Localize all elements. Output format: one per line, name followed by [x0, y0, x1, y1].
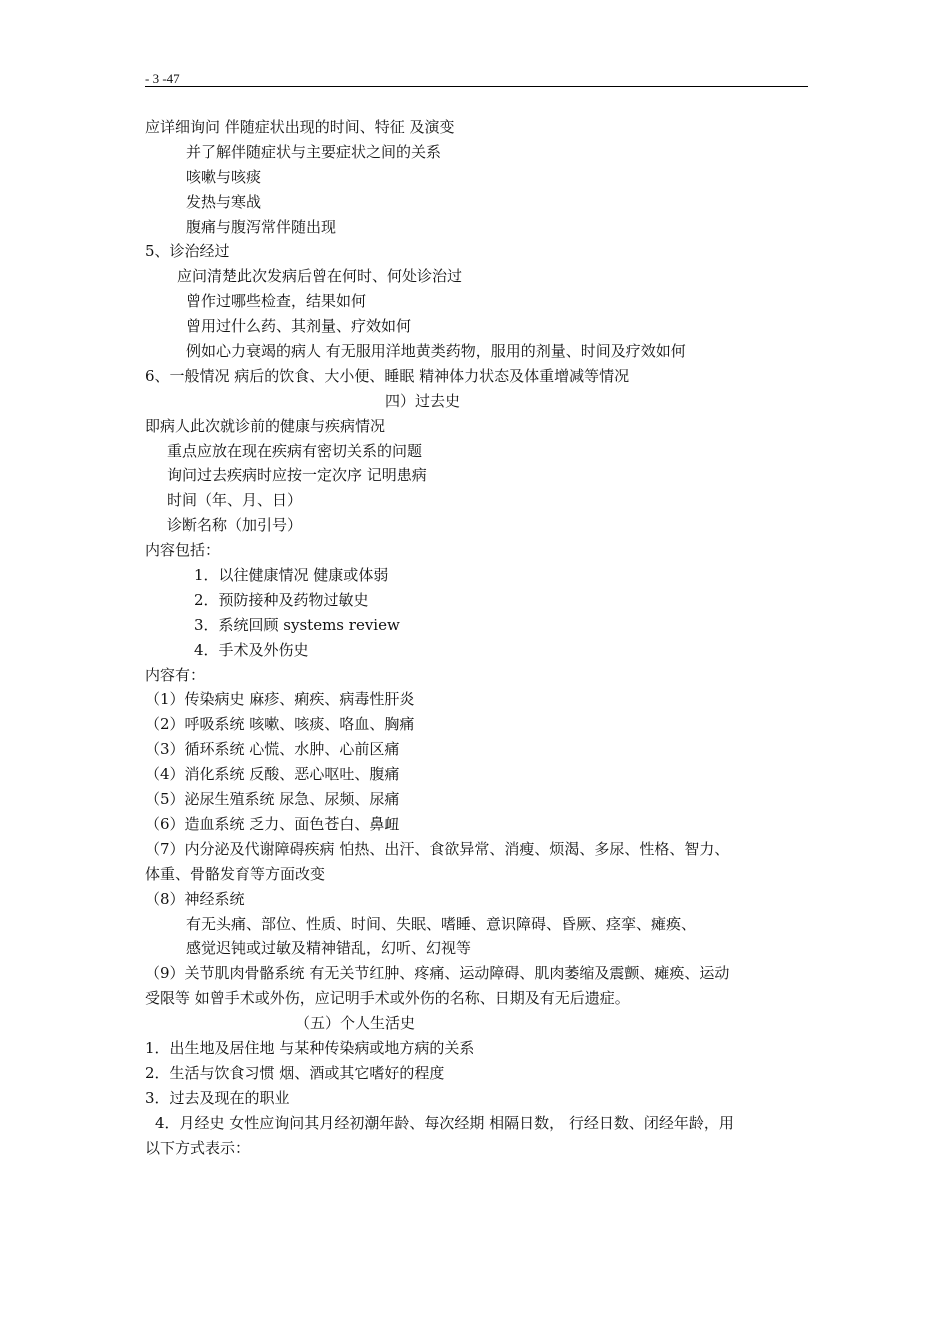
- text-line: 应详细询问 伴随症状出现的时间、特征 及演变: [145, 118, 455, 136]
- text-line: 腹痛与腹泻常伴随出现: [186, 217, 337, 236]
- text-line: 发热与寒战: [186, 192, 262, 211]
- text-line: 体重、骨骼发育等方面改变: [145, 864, 326, 883]
- list-item: （8）神经系统: [145, 889, 245, 908]
- list-item: （1）传染病史 麻疹、痢疾、病毒性肝炎: [145, 690, 415, 709]
- text-line: 内容包括：: [145, 541, 221, 560]
- page-number: - 3 -47: [145, 71, 180, 86]
- text-line: 重点应放在现在疾病有密切关系的问题: [167, 441, 423, 460]
- text-line: 受限等 如曾手术或外伤，应记明手术或外伤的名称、日期及有无后遗症。: [145, 989, 630, 1008]
- section-heading: （五）个人生活史: [295, 1014, 416, 1033]
- list-item: 1．出生地及居住地 与某种传染病或地方病的关系: [145, 1038, 475, 1057]
- section-heading: 四）过去史: [385, 391, 461, 410]
- text-line: 感觉迟钝或过敏及精神错乱，幻听、幻视等: [186, 939, 472, 958]
- header-rule: [145, 86, 808, 87]
- text-line: 以下方式表示：: [145, 1138, 251, 1157]
- list-item: 4．手术及外伤史: [194, 640, 309, 659]
- section-heading: 5、诊治经过: [145, 242, 230, 261]
- text-line: 即病人此次就诊前的健康与疾病情况: [145, 416, 386, 435]
- list-item: 4．月经史 女性应询问其月经初潮年龄、每次经期 相隔日数， 行经日数、闭经年龄，用: [155, 1113, 734, 1132]
- text-line: 内容有：: [145, 665, 206, 684]
- text-line: 曾作过哪些检查，结果如何: [186, 292, 367, 311]
- text-line: 曾用过什么药、其剂量、疗效如何: [186, 317, 412, 336]
- list-item: 2．生活与饮食习惯 烟、酒或其它嗜好的程度: [145, 1063, 445, 1082]
- list-item: 1．以往健康情况 健康或体弱: [194, 566, 389, 585]
- text-line: 并了解伴随症状与主要症状之间的关系: [186, 142, 442, 161]
- text-line: 有无头痛、部位、性质、时间、失眠、嗜睡、意识障碍、昏厥、痉挛、瘫痪、: [186, 914, 697, 933]
- list-item: 3．系统回顾 systems review: [194, 615, 400, 634]
- text-line: 咳嗽与咳痰: [186, 167, 262, 186]
- list-item: （6）造血系统 乏力、面色苍白、鼻衄: [145, 814, 400, 833]
- list-item: （4）消化系统 反酸、恶心呕吐、腹痛: [145, 765, 400, 784]
- text-line: 例如心力衰竭的病人 有无服用洋地黄类药物，服用的剂量、时间及疗效如何: [186, 342, 686, 361]
- list-item: （5）泌尿生殖系统 尿急、尿频、尿痛: [145, 790, 400, 809]
- list-item: （9）关节肌肉骨骼系统 有无关节红肿、疼痛、运动障碍、肌肉萎缩及震颤、瘫痪、运动: [145, 964, 730, 983]
- list-item: （7）内分泌及代谢障碍疾病 怕热、出汗、食欲异常、消瘦、烦渴、多尿、性格、智力、: [145, 839, 730, 858]
- list-item: 2．预防接种及药物过敏史: [194, 590, 369, 609]
- text-line: 时间（年、月、日）: [167, 491, 303, 510]
- list-item: （3）循环系统 心慌、水肿、心前区痛: [145, 740, 400, 759]
- list-item: 3．过去及现在的职业: [145, 1088, 290, 1107]
- text-line: 应问清楚此次发病后曾在何时、何处诊治过: [177, 267, 463, 286]
- text-line: 询问过去疾病时应按一定次序 记明患病: [167, 466, 427, 485]
- list-item: （2）呼吸系统 咳嗽、咳痰、咯血、胸痛: [145, 715, 415, 734]
- text-line: 诊断名称（加引号）: [167, 516, 303, 535]
- document-body: [145, 115, 810, 1160]
- section-heading: 6、一般情况 病后的饮食、大小便、睡眠 精神体力状态及体重增减等情况: [145, 366, 630, 385]
